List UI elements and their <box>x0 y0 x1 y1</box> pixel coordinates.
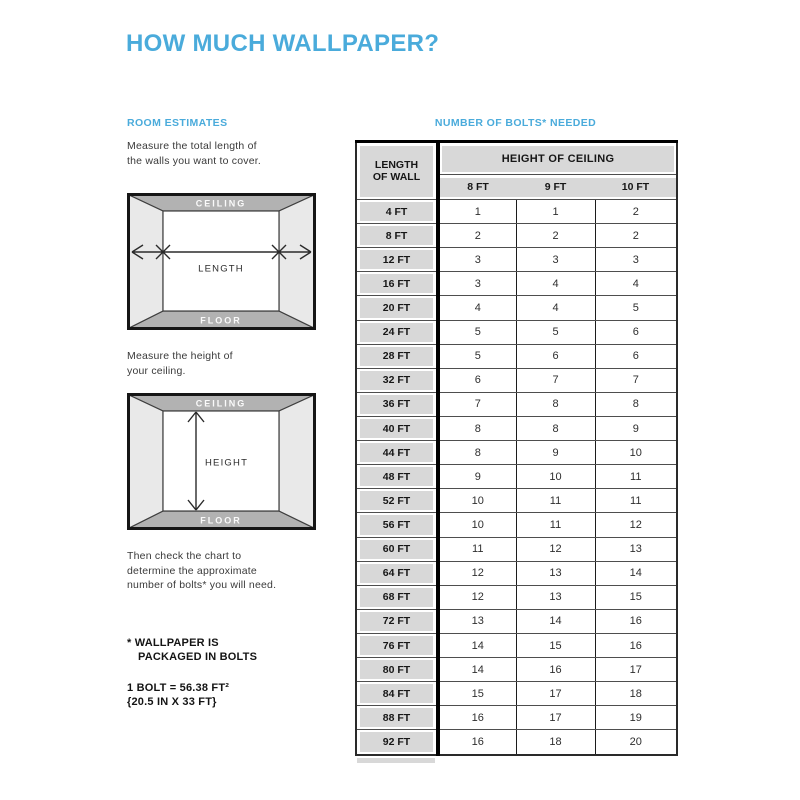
wall-length-cell: 44 FT <box>356 441 438 465</box>
wall-length-cell: 8 FT <box>356 224 438 248</box>
floor-label: FLOOR <box>200 315 242 326</box>
wall-length-cell: 80 FT <box>356 658 438 682</box>
ceiling-label: CEILING <box>195 398 247 409</box>
bolt-count-cell: 13 <box>516 585 595 609</box>
bolt-count-cell: 10 <box>438 513 516 537</box>
bolt-count-cell: 8 <box>516 416 595 440</box>
wall-length-cell: 76 FT <box>356 633 438 657</box>
bolt-count-cell: 12 <box>438 561 516 585</box>
instruction-line: the walls you want to cover. <box>127 154 261 167</box>
room-length-diagram <box>127 193 316 330</box>
check-chart-instruction <box>127 549 276 593</box>
wall-length-cell: 84 FT <box>356 682 438 706</box>
bolt-count-cell: 5 <box>595 296 677 320</box>
bolt-count-cell: 17 <box>595 658 677 682</box>
wall-length-cell: 92 FT <box>356 730 438 755</box>
bolt-count-cell: 7 <box>438 392 516 416</box>
table-row <box>356 416 677 440</box>
footnote-line: PACKAGED IN BOLTS <box>138 651 258 663</box>
bolt-count-cell: 3 <box>438 248 516 272</box>
instruction-line: number of bolts* you will need. <box>127 579 277 591</box>
bolts-needed-heading: NUMBER OF BOLTS* NEEDED <box>434 117 597 129</box>
bolt-count-cell: 10 <box>595 441 677 465</box>
bolt-count-cell: 1 <box>516 200 595 224</box>
back-wall <box>163 211 279 311</box>
header-line: LENGTH <box>374 158 419 171</box>
table-row <box>356 730 677 755</box>
bolts-table <box>355 140 678 756</box>
table-row <box>356 513 677 537</box>
bolt-count-cell: 14 <box>438 658 516 682</box>
bolt-count-cell: 5 <box>438 344 516 368</box>
wall-length-cell: 48 FT <box>356 465 438 489</box>
table-row <box>356 489 677 513</box>
ceiling-9ft-header: 9 FT <box>516 175 595 200</box>
bolt-count-cell: 3 <box>595 248 677 272</box>
wall-length-cell: 60 FT <box>356 537 438 561</box>
bolt-count-cell: 1 <box>438 200 516 224</box>
bolt-count-cell: 8 <box>438 441 516 465</box>
bolt-count-cell: 6 <box>516 344 595 368</box>
bolt-count-cell: 13 <box>438 609 516 633</box>
bolt-count-cell: 7 <box>595 368 677 392</box>
table-row <box>356 296 677 320</box>
wall-length-cell: 40 FT <box>356 416 438 440</box>
wall-length-cell: 32 FT <box>356 368 438 392</box>
instruction-line: Measure the height of <box>127 350 233 362</box>
bolt-count-cell: 18 <box>516 730 595 755</box>
bolt-count-cell: 9 <box>595 416 677 440</box>
bolt-count-cell: 17 <box>516 682 595 706</box>
bolt-count-cell: 7 <box>516 368 595 392</box>
bolt-count-cell: 6 <box>438 368 516 392</box>
bolt-count-cell: 16 <box>516 658 595 682</box>
bolt-count-cell: 15 <box>438 682 516 706</box>
bolt-count-cell: 4 <box>516 296 595 320</box>
table-row <box>356 392 677 416</box>
room-height-diagram <box>127 393 316 530</box>
bolt-definition-line: {20.5 IN X 33 FT} <box>127 696 217 708</box>
instruction-line: your ceiling. <box>127 364 186 377</box>
bolt-count-cell: 5 <box>516 320 595 344</box>
bolt-count-cell: 2 <box>595 200 677 224</box>
bolt-count-cell: 4 <box>438 296 516 320</box>
page-title: HOW MUCH WALLPAPER? <box>126 30 440 57</box>
height-dimension-label: HEIGHT <box>205 457 249 469</box>
bolt-count-cell: 4 <box>595 272 677 296</box>
footnote-line: * WALLPAPER IS <box>127 637 219 649</box>
wall-length-cell: 36 FT <box>356 392 438 416</box>
table-row <box>356 272 677 296</box>
table-row <box>356 248 677 272</box>
bolt-count-cell: 2 <box>516 224 595 248</box>
bolt-count-cell: 12 <box>595 513 677 537</box>
bolt-count-cell: 19 <box>595 706 677 730</box>
bolt-count-cell: 9 <box>516 441 595 465</box>
table-row <box>356 609 677 633</box>
bolt-count-cell: 8 <box>516 392 595 416</box>
bolt-count-cell: 18 <box>595 682 677 706</box>
table-row <box>356 585 677 609</box>
bolt-count-cell: 10 <box>438 489 516 513</box>
bolt-count-cell: 16 <box>595 609 677 633</box>
bolt-count-cell: 11 <box>595 465 677 489</box>
right-wall <box>279 195 314 328</box>
wall-length-cell: 4 FT <box>356 200 438 224</box>
bolt-count-cell: 13 <box>595 537 677 561</box>
bolt-count-cell: 12 <box>438 585 516 609</box>
bolt-count-cell: 16 <box>438 730 516 755</box>
height-of-ceiling-header: HEIGHT OF CEILING <box>438 142 677 175</box>
table-row <box>356 465 677 489</box>
bolt-count-cell: 3 <box>438 272 516 296</box>
bolt-count-cell: 14 <box>516 609 595 633</box>
wall-length-cell: 24 FT <box>356 320 438 344</box>
bolt-count-cell: 10 <box>516 465 595 489</box>
wall-length-cell: 56 FT <box>356 513 438 537</box>
table-row <box>356 224 677 248</box>
wall-length-cell: 88 FT <box>356 706 438 730</box>
bolt-count-cell: 9 <box>438 465 516 489</box>
bolt-count-cell: 11 <box>438 537 516 561</box>
bolt-count-cell: 16 <box>438 706 516 730</box>
table-bottom-stub <box>357 758 435 763</box>
table-row <box>356 537 677 561</box>
bolts-table-body <box>356 200 677 756</box>
bolt-count-cell: 6 <box>595 344 677 368</box>
bolt-count-cell: 17 <box>516 706 595 730</box>
bolt-count-cell: 14 <box>595 561 677 585</box>
wall-length-cell: 68 FT <box>356 585 438 609</box>
bolt-count-cell: 12 <box>516 537 595 561</box>
table-row <box>356 320 677 344</box>
table-row <box>356 344 677 368</box>
table-row <box>356 561 677 585</box>
bolt-count-cell: 2 <box>438 224 516 248</box>
ceiling-10ft-header: 10 FT <box>595 175 677 200</box>
bolt-count-cell: 11 <box>595 489 677 513</box>
bolt-size-definition <box>127 681 229 709</box>
room-estimates-heading: ROOM ESTIMATES <box>127 117 228 129</box>
length-dimension-label: LENGTH <box>198 263 244 275</box>
table-header-row <box>356 142 677 175</box>
table-row <box>356 658 677 682</box>
wall-length-cell: 28 FT <box>356 344 438 368</box>
header-line: OF WALL <box>372 171 421 183</box>
wall-length-cell: 16 FT <box>356 272 438 296</box>
wall-length-cell: 12 FT <box>356 248 438 272</box>
bolt-count-cell: 4 <box>516 272 595 296</box>
length-of-wall-header <box>356 142 438 200</box>
wall-length-cell: 52 FT <box>356 489 438 513</box>
table-row <box>356 682 677 706</box>
bolt-count-cell: 2 <box>595 224 677 248</box>
bolt-count-cell: 15 <box>516 633 595 657</box>
wallpaper-bolts-footnote <box>127 636 257 664</box>
wall-length-cell: 72 FT <box>356 609 438 633</box>
wall-length-cell: 64 FT <box>356 561 438 585</box>
bolt-count-cell: 8 <box>438 416 516 440</box>
bolt-count-cell: 20 <box>595 730 677 755</box>
instruction-line: Then check the chart to <box>127 550 242 562</box>
bolt-count-cell: 5 <box>438 320 516 344</box>
left-wall <box>129 395 163 528</box>
bolt-count-cell: 11 <box>516 513 595 537</box>
instruction-line: determine the approximate <box>127 564 257 577</box>
bolt-count-cell: 14 <box>438 633 516 657</box>
bolt-count-cell: 8 <box>595 392 677 416</box>
wall-length-cell: 20 FT <box>356 296 438 320</box>
table-row <box>356 441 677 465</box>
bolt-definition-line: 1 BOLT = 56.38 FT² <box>127 682 230 694</box>
table-row <box>356 368 677 392</box>
bolt-count-cell: 15 <box>595 585 677 609</box>
left-wall <box>129 195 163 328</box>
measure-length-instruction <box>127 139 261 168</box>
bolt-count-cell: 13 <box>516 561 595 585</box>
measure-height-instruction <box>127 349 233 378</box>
ceiling-label: CEILING <box>195 198 247 209</box>
bolt-count-cell: 3 <box>516 248 595 272</box>
table-row <box>356 200 677 224</box>
bolt-count-cell: 6 <box>595 320 677 344</box>
ceiling-8ft-header: 8 FT <box>438 175 516 200</box>
floor-label: FLOOR <box>200 515 242 526</box>
instruction-line: Measure the total length of <box>127 140 257 152</box>
right-wall <box>279 395 314 528</box>
bolt-count-cell: 11 <box>516 489 595 513</box>
table-row <box>356 633 677 657</box>
table-row <box>356 706 677 730</box>
bolt-count-cell: 16 <box>595 633 677 657</box>
